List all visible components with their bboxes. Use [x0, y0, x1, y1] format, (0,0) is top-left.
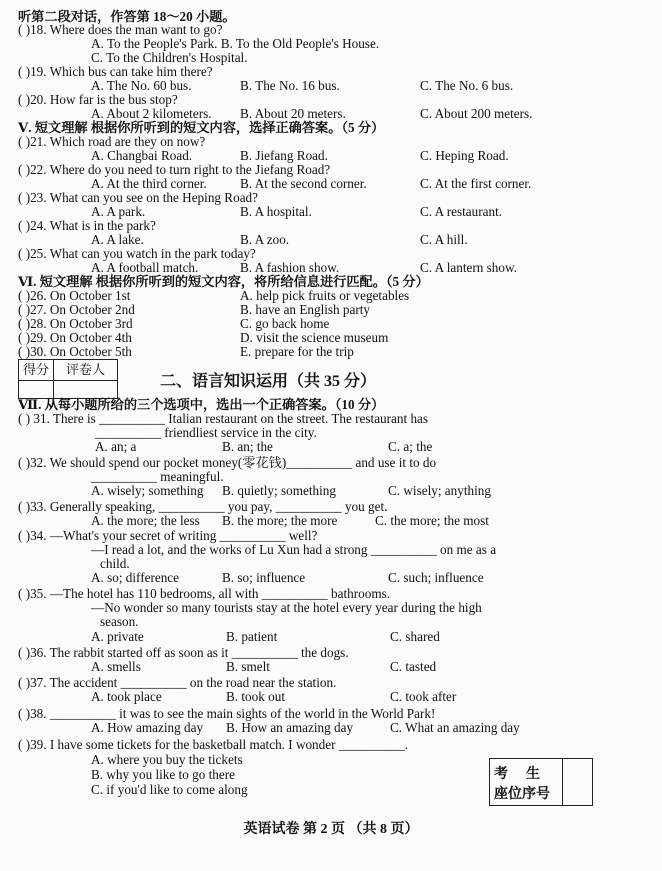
question-35-line-3: season. — [100, 614, 139, 629]
question-22-option-a: A. At the third corner. — [91, 176, 207, 191]
question-35-option-c: C. shared — [390, 629, 440, 644]
question-35-line-1: ( )35. —The hotel has 110 bedrooms, all with __________ bathrooms. — [18, 586, 391, 601]
question-21-option-c: C. Heping Road. — [420, 148, 509, 163]
question-24-option-a: A. A lake. — [91, 232, 144, 247]
question-25-option-c: C. A lantern show. — [420, 260, 517, 275]
question-37-option-c: C. took after — [390, 689, 457, 704]
question-39-option-a: A. where you buy the tickets — [91, 752, 243, 767]
question-19-option-b: B. The No. 16 bus. — [240, 78, 340, 93]
question-21-option-a: A. Changbai Road. — [91, 148, 193, 163]
page-footer: 英语试卷 第 2 页 （共 8 页） — [243, 822, 419, 837]
question-34-option-b: B. so; influence — [222, 570, 306, 585]
question-23-option-b: B. A hospital. — [240, 204, 312, 219]
question-20-option-a: A. About 2 kilometers. — [91, 106, 212, 121]
question-21-stem: ( )21. Which road are they on now? — [18, 134, 206, 149]
question-34-line-1: ( )34. —What's your secret of writing __________ well? — [18, 528, 318, 543]
seat-number-cell — [562, 759, 593, 805]
question-36-option-a: A. smells — [91, 659, 141, 674]
question-31-option-a: A. an; a — [95, 439, 137, 454]
question-37-option-b: B. took out — [226, 689, 285, 704]
match-option-d: D. visit the science museum — [240, 330, 389, 345]
question-38-line-1: ( )38. __________ it was to see the main sights of the world in the World Park! — [18, 706, 436, 721]
question-19-stem: ( )19. Which bus can take him there? — [18, 64, 213, 79]
question-25-stem: ( )25. What can you watch in the park today? — [18, 246, 256, 261]
question-36-line-1: ( )36. The rabbit started off as soon as it __________ the dogs. — [18, 645, 349, 660]
question-35-option-a: A. private — [91, 629, 144, 644]
question-32-option-a: A. wisely; something — [91, 483, 204, 498]
score-box — [18, 359, 118, 381]
question-18-option-ab: A. To the People's Park. B. To the Old People's House. — [91, 36, 380, 51]
question-32-line-2: __________ meaningful. — [91, 469, 224, 484]
match-row-27-left: ( )27. On October 2nd — [18, 302, 135, 317]
question-34-option-a: A. so; difference — [91, 570, 180, 585]
grader-label: 评卷人 — [65, 362, 105, 377]
question-38-option-c: C. What an amazing day — [390, 720, 520, 735]
section-6-title: Ⅵ. 短文理解 根据你所听到的短文内容，将所给信息进行匹配。（5 分） — [18, 274, 429, 289]
question-22-option-b: B. At the second corner. — [240, 176, 367, 191]
match-row-29-left: ( )29. On October 4th — [18, 330, 132, 345]
question-39-option-c: C. if you'd like to come along — [91, 782, 248, 797]
section-7-title: Ⅶ. 从每小题所给的三个选项中，选出一个正确答案。（10 分） — [18, 397, 385, 412]
section-5-title: Ⅴ. 短文理解 根据你所听到的短文内容，选择正确答案。（5 分） — [18, 120, 385, 135]
question-31-line-2: __________ friendliest service in the city. — [95, 425, 317, 440]
question-37-line-1: ( )37. The accident __________ on the road near the station. — [18, 675, 337, 690]
question-24-option-c: C. A hill. — [420, 232, 468, 247]
question-35-option-b: B. patient — [226, 629, 278, 644]
question-24-option-b: B. A zoo. — [240, 232, 290, 247]
question-37-option-a: A. took place — [91, 689, 162, 704]
question-39-line-1: ( )39. I have some tickets for the basketball match. I wonder __________. — [18, 737, 409, 752]
question-21-option-b: B. Jiefang Road. — [240, 148, 328, 163]
question-23-option-c: C. A restaurant. — [420, 204, 503, 219]
question-33-option-c: C. the more; the most — [375, 513, 489, 528]
match-option-b: B. have an English party — [240, 302, 371, 317]
part-2-title: 二、语言知识运用（共 35 分） — [160, 373, 377, 390]
question-23-option-a: A. A park. — [91, 204, 146, 219]
question-38-option-a: A. How amazing day — [91, 720, 204, 735]
question-38-option-b: B. How an amazing day — [226, 720, 354, 735]
question-19-option-c: C. The No. 6 bus. — [420, 78, 514, 93]
question-18-stem: ( )18. Where does the man want to go? — [18, 22, 223, 37]
question-18-option-c: C. To the Children's Hospital. — [91, 50, 248, 65]
question-33-line-1: ( )33. Generally speaking, __________ you pay, __________ you get. — [18, 499, 388, 514]
question-31-option-b: B. an; the — [222, 439, 273, 454]
question-32-line-1: ( )32. We should spend our pocket money(零花钱)__________ and use it to do — [18, 455, 437, 470]
seat-box-label-1: 考生 — [494, 767, 558, 782]
question-25-option-a: A. A football match. — [91, 260, 199, 275]
question-24-stem: ( )24. What is in the park? — [18, 218, 156, 233]
score-label: 得分 — [19, 360, 54, 380]
question-39-option-b: B. why you like to go there — [91, 767, 235, 782]
match-row-28-left: ( )28. On October 3rd — [18, 316, 133, 331]
listening-section-header: 听第二段对话，作答第 18～20 小题。 — [18, 9, 236, 24]
question-20-option-c: C. About 200 meters. — [420, 106, 533, 121]
question-22-stem: ( )22. Where do you need to turn right to the Jiefang Road? — [18, 162, 331, 177]
question-23-stem: ( )23. What can you see on the Heping Road? — [18, 190, 258, 205]
question-32-option-b: B. quietly; something — [222, 483, 336, 498]
question-33-option-a: A. the more; the less — [91, 513, 200, 528]
question-36-option-b: B. smelt — [226, 659, 270, 674]
question-34-line-3: child. — [100, 556, 130, 571]
seat-number-box — [489, 758, 593, 806]
question-22-option-c: C. At the first corner. — [420, 176, 532, 191]
question-32-option-c: C. wisely; anything — [388, 483, 491, 498]
question-31-option-c: C. a; the — [388, 439, 433, 454]
match-option-a: A. help pick fruits or vegetables — [240, 288, 410, 303]
match-row-26-left: ( )26. On October 1st — [18, 288, 131, 303]
question-20-option-b: B. About 20 meters. — [240, 106, 346, 121]
question-20-stem: ( )20. How far is the bus stop? — [18, 92, 178, 107]
question-35-line-2: —No wonder so many tourists stay at the hotel every year during the high — [91, 600, 482, 615]
match-row-30-left: ( )30. On October 5th — [18, 344, 132, 359]
question-33-option-b: B. the more; the more — [222, 513, 338, 528]
question-34-option-c: C. such; influence — [388, 570, 484, 585]
question-31-line-1: ( ) 31. There is __________ Italian restaurant on the street. The restaurant has — [18, 411, 429, 426]
match-option-c: C. go back home — [240, 316, 330, 331]
question-36-option-c: C. tasted — [390, 659, 437, 674]
question-25-option-b: B. A fashion show. — [240, 260, 340, 275]
match-option-e: E. prepare for the trip — [240, 344, 354, 359]
seat-box-label-2: 座位序号 — [494, 787, 550, 802]
question-19-option-a: A. The No. 60 bus. — [91, 78, 192, 93]
question-34-line-2: —I read a lot, and the works of Lu Xun had a strong __________ on me as a — [91, 542, 497, 557]
